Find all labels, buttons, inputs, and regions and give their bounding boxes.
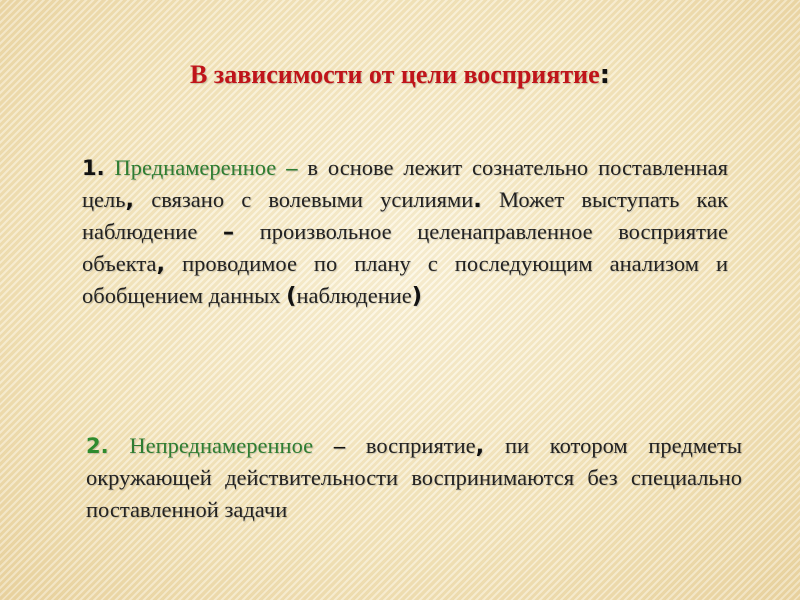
paren-close: ) xyxy=(411,283,423,309)
title-colon: : xyxy=(599,60,611,90)
item-number-1: 1. xyxy=(82,156,105,180)
text-1d: произвольное целенаправленное восприятие объекта xyxy=(82,219,728,276)
text-1e: проводимое по плану с последующим анализом и обобщением данных xyxy=(82,251,728,308)
term-involuntary: Непреднамеренное xyxy=(129,433,314,458)
term-deliberate: Преднамеренное xyxy=(114,155,277,180)
dash-1: – xyxy=(286,155,298,180)
comma-3: , xyxy=(475,433,485,459)
text-1f: наблюдение xyxy=(296,283,412,308)
comma-2: , xyxy=(156,251,166,277)
slide-title xyxy=(0,60,800,90)
period-1: . xyxy=(473,187,482,213)
paren-open: ( xyxy=(286,283,297,309)
comma-1: , xyxy=(125,187,135,213)
title-text: В зависимости от цели восприятие xyxy=(189,60,600,89)
paragraph-deliberate xyxy=(82,152,728,312)
text-1b: связано с волевыми усилиями xyxy=(151,187,474,212)
dash-1b: – xyxy=(222,219,235,245)
text-1c: Может выступать как наблюдение xyxy=(82,187,729,244)
text-1a: в основе лежит сознательно поставленная цель xyxy=(82,155,729,212)
dash-2: – xyxy=(333,433,346,458)
item-number-2: 2. xyxy=(86,434,109,458)
paragraph-involuntary xyxy=(86,430,742,526)
text-2b: пи котором предметы окружающей действительности воспринимаются без специально поставленной задачи xyxy=(86,433,742,522)
text-2a: восприятие xyxy=(365,433,476,458)
